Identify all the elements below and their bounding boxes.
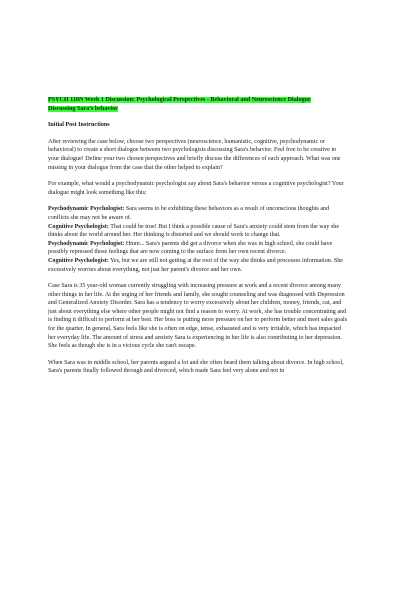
dialogue-speaker: Cognitive Psychologist: [48,257,109,264]
dialogue-line [48,205,348,222]
dialogue-line [48,240,348,257]
dialogue-line [48,223,348,240]
example-dialogue [48,205,348,274]
case-paragraph-continued: When Sara was in middle school, her parents argued a lot and she often heard them talking about divorce. In high school, Sara's parents finally followed through and divorced, which made Sara feel very alone and not in [48,359,344,375]
dialogue-text: Sara seems to be exhibiting these behaviors as a result of unconscious thoughts and conflicts she may not be aware of. [48,206,330,221]
dialogue-speaker: Psychodynamic Psychologist: [48,206,125,213]
dialogue-text: Yes, but we are still not getting at the root of the way she thinks and processes information. She excessively worries about everything, not just her parent's divorce and her own. [48,257,344,273]
instructions-paragraph: After reviewing the case below, choose two perspectives (neuroscience, humanistic, cognitive, psychodynamic or behavioral) to create a short dialogue between two psychologists discussing Sara's behavior. Feel free to be creative in your dialogue! Define your two chosen perspectives and briefly discuss the differences of each approach. What was one missing in your dialogue from the case that the other helped to explain? [48,138,341,171]
document-title: PSYCH 110N Week 1 Discussion: Psychological Perspectives - Behavioral and Neuroscience Dialogue Discussing Sara’s behavior [48,97,311,112]
dialogue-line [48,257,348,274]
dialogue-speaker: Psychodynamic Psychologist: [48,240,125,247]
dialogue-speaker: Cognitive Psychologist: [48,223,109,230]
case-paragraph: Case Sara is 35 year-old woman currently struggling with increasing pressure at work and a recent divorce among many other things in her life. At the urging of her friends and family, she sought counseling and was diagnosed with Depression and Generalized Anxiety Disorder. Sara has a tendency to worry excessively about her children, money, friends, cat, and just about everything else where other people might not find a reason to worry. At work, she has trouble concentrating and is finding it difficult to perform at her best. Her boss is putting more pressure on her to perform better and meet sales goals for the quarter. In general, Sara feels like she is often on edge, tense, exhausted and is very irritable, which has impacted her everyday life. The amount of stress and anxiety Sara is experiencing in her life is also contributing to her depression. She feels as though she is in a vicious cycle she can't escape. [48,283,348,350]
section-heading: Initial Post Instructions [48,122,110,129]
document-page [48,96,348,384]
dialogue-text: That could be true! But I think a possible cause of Sara's anxiety could stem from the way she thinks about the world around her. Her thinking is distorted and we should work to change that. [48,223,340,239]
document-title-block [48,96,318,113]
example-intro-paragraph: For example, what would a psychodynamic psychologist say about Sara's behavior versus a cognitive psychologist? Your dialogue might look something like this: [48,181,344,196]
dialogue-text: Hmm... Sara's parents did get a divorce when she was in high school, she could have possibly repressed those feelings that are now coming to the surface from her own recent divorce. [48,240,333,256]
